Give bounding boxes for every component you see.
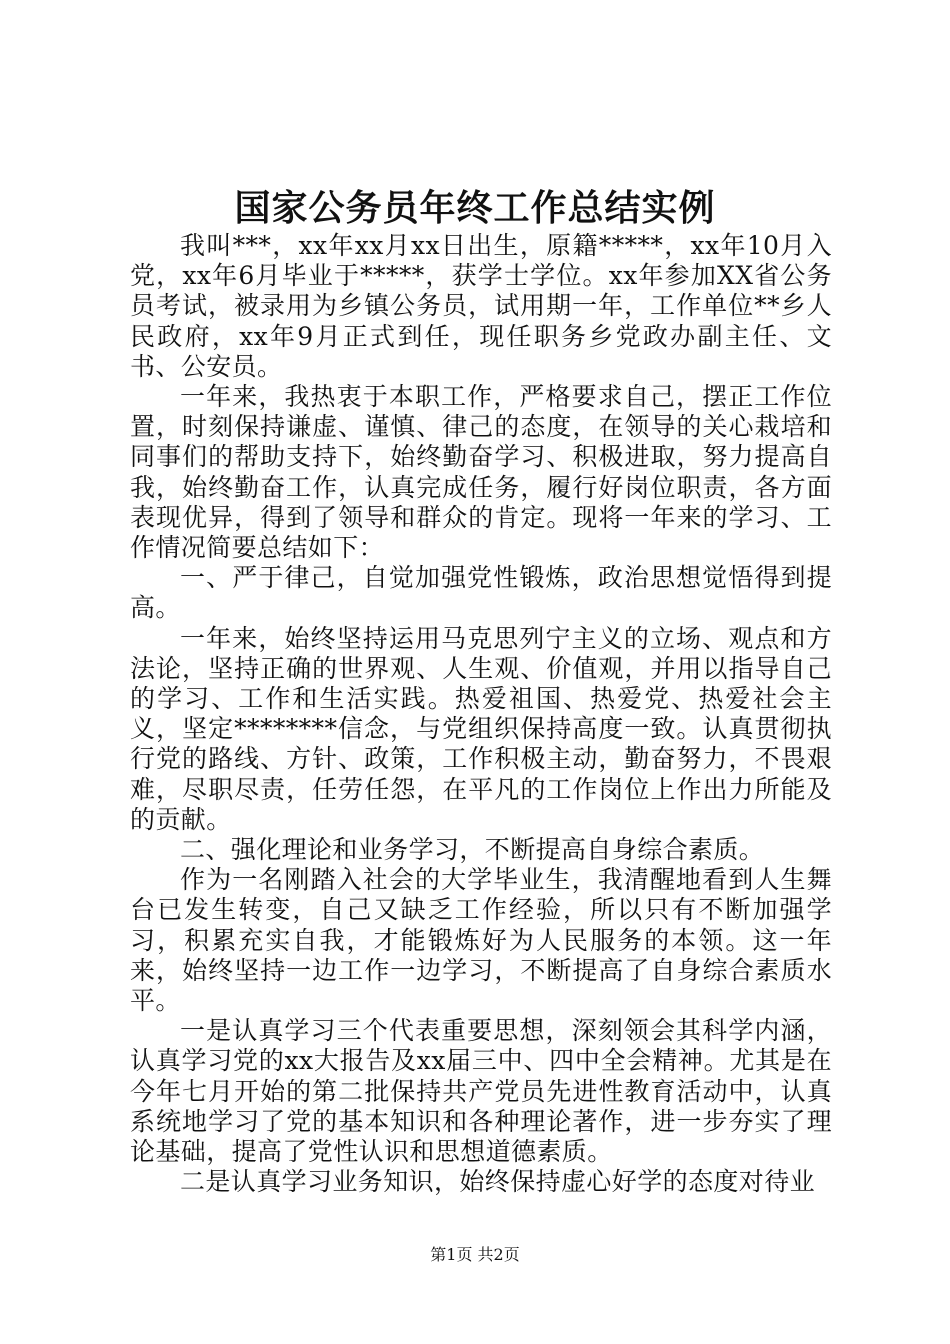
- section-heading-1: 一、严于律己，自觉加强党性锻炼，政治思想觉悟得到提高。: [130, 563, 832, 623]
- paragraph-overview: 一年来，我热衷于本职工作，严格要求自己，摆正工作位置，时刻保持谦虚、谨慎、律己的态度，在领导的关心栽培和同事们的帮助支持下，始终勤奋学习、积极进取，努力提高自我，始终勤奋工作，认真完成任务，履行好岗位职责，各方面表现优异，得到了领导和群众的肯定。现将一年来的学习、工作情况简要总结如下：: [130, 382, 832, 563]
- paragraph-political: 一年来，始终坚持运用马克思列宁主义的立场、观点和方法论，坚持正确的世界观、人生观、价值观，并用以指导自己的学习、工作和生活实践。热爱祖国、热爱党、热爱社会主义，坚定********信念，与党组织保持高度一致。认真贯彻执行党的路线、方针、政策，工作积极主动，勤奋努力，不畏艰难，尽职尽责，任劳任怨，在平凡的工作岗位上作出力所能及的贡献。: [130, 623, 832, 834]
- page-number-footer: 第1页 共2页: [430, 1245, 520, 1264]
- section-heading-2: 二、强化理论和业务学习，不断提高自身综合素质。: [180, 835, 765, 865]
- paragraph-intro: 我叫***，xx年xx月xx日出生，原籍*****，xx年10月入党，xx年6月毕业于*****，获学士学位。xx年参加XX省公务员考试，被录用为乡镇公务员，试用期一年，工作单位**乡人民政府，xx年9月正式到任，现任职务乡党政办副主任、文书、公安员。: [130, 231, 832, 381]
- paragraph-study-business: 二是认真学习业务知识，始终保持虚心好学的态度对待业: [180, 1167, 816, 1197]
- paragraph-study-theory: 一是认真学习三个代表重要思想，深刻领会其科学内涵，认真学习党的xx大报告及xx届三中、四中全会精神。尤其是在今年七月开始的第二批保持共产党员先进性教育活动中，认真系统地学习了党的基本知识和各种理论著作，进一步夯实了理论基础，提高了党性认识和思想道德素质。: [130, 1016, 832, 1167]
- paragraph-study-intro: 作为一名刚踏入社会的大学毕业生，我清醒地看到人生舞台已发生转变，自己又缺乏工作经验，所以只有不断加强学习，积累充实自我，才能锻炼好为人民服务的本领。这一年来，始终坚持一边工作一边学习，不断提高了自身综合素质水平。: [130, 865, 832, 1016]
- document-title: 国家公务员年终工作总结实例: [234, 187, 716, 229]
- document-body: [130, 231, 832, 1198]
